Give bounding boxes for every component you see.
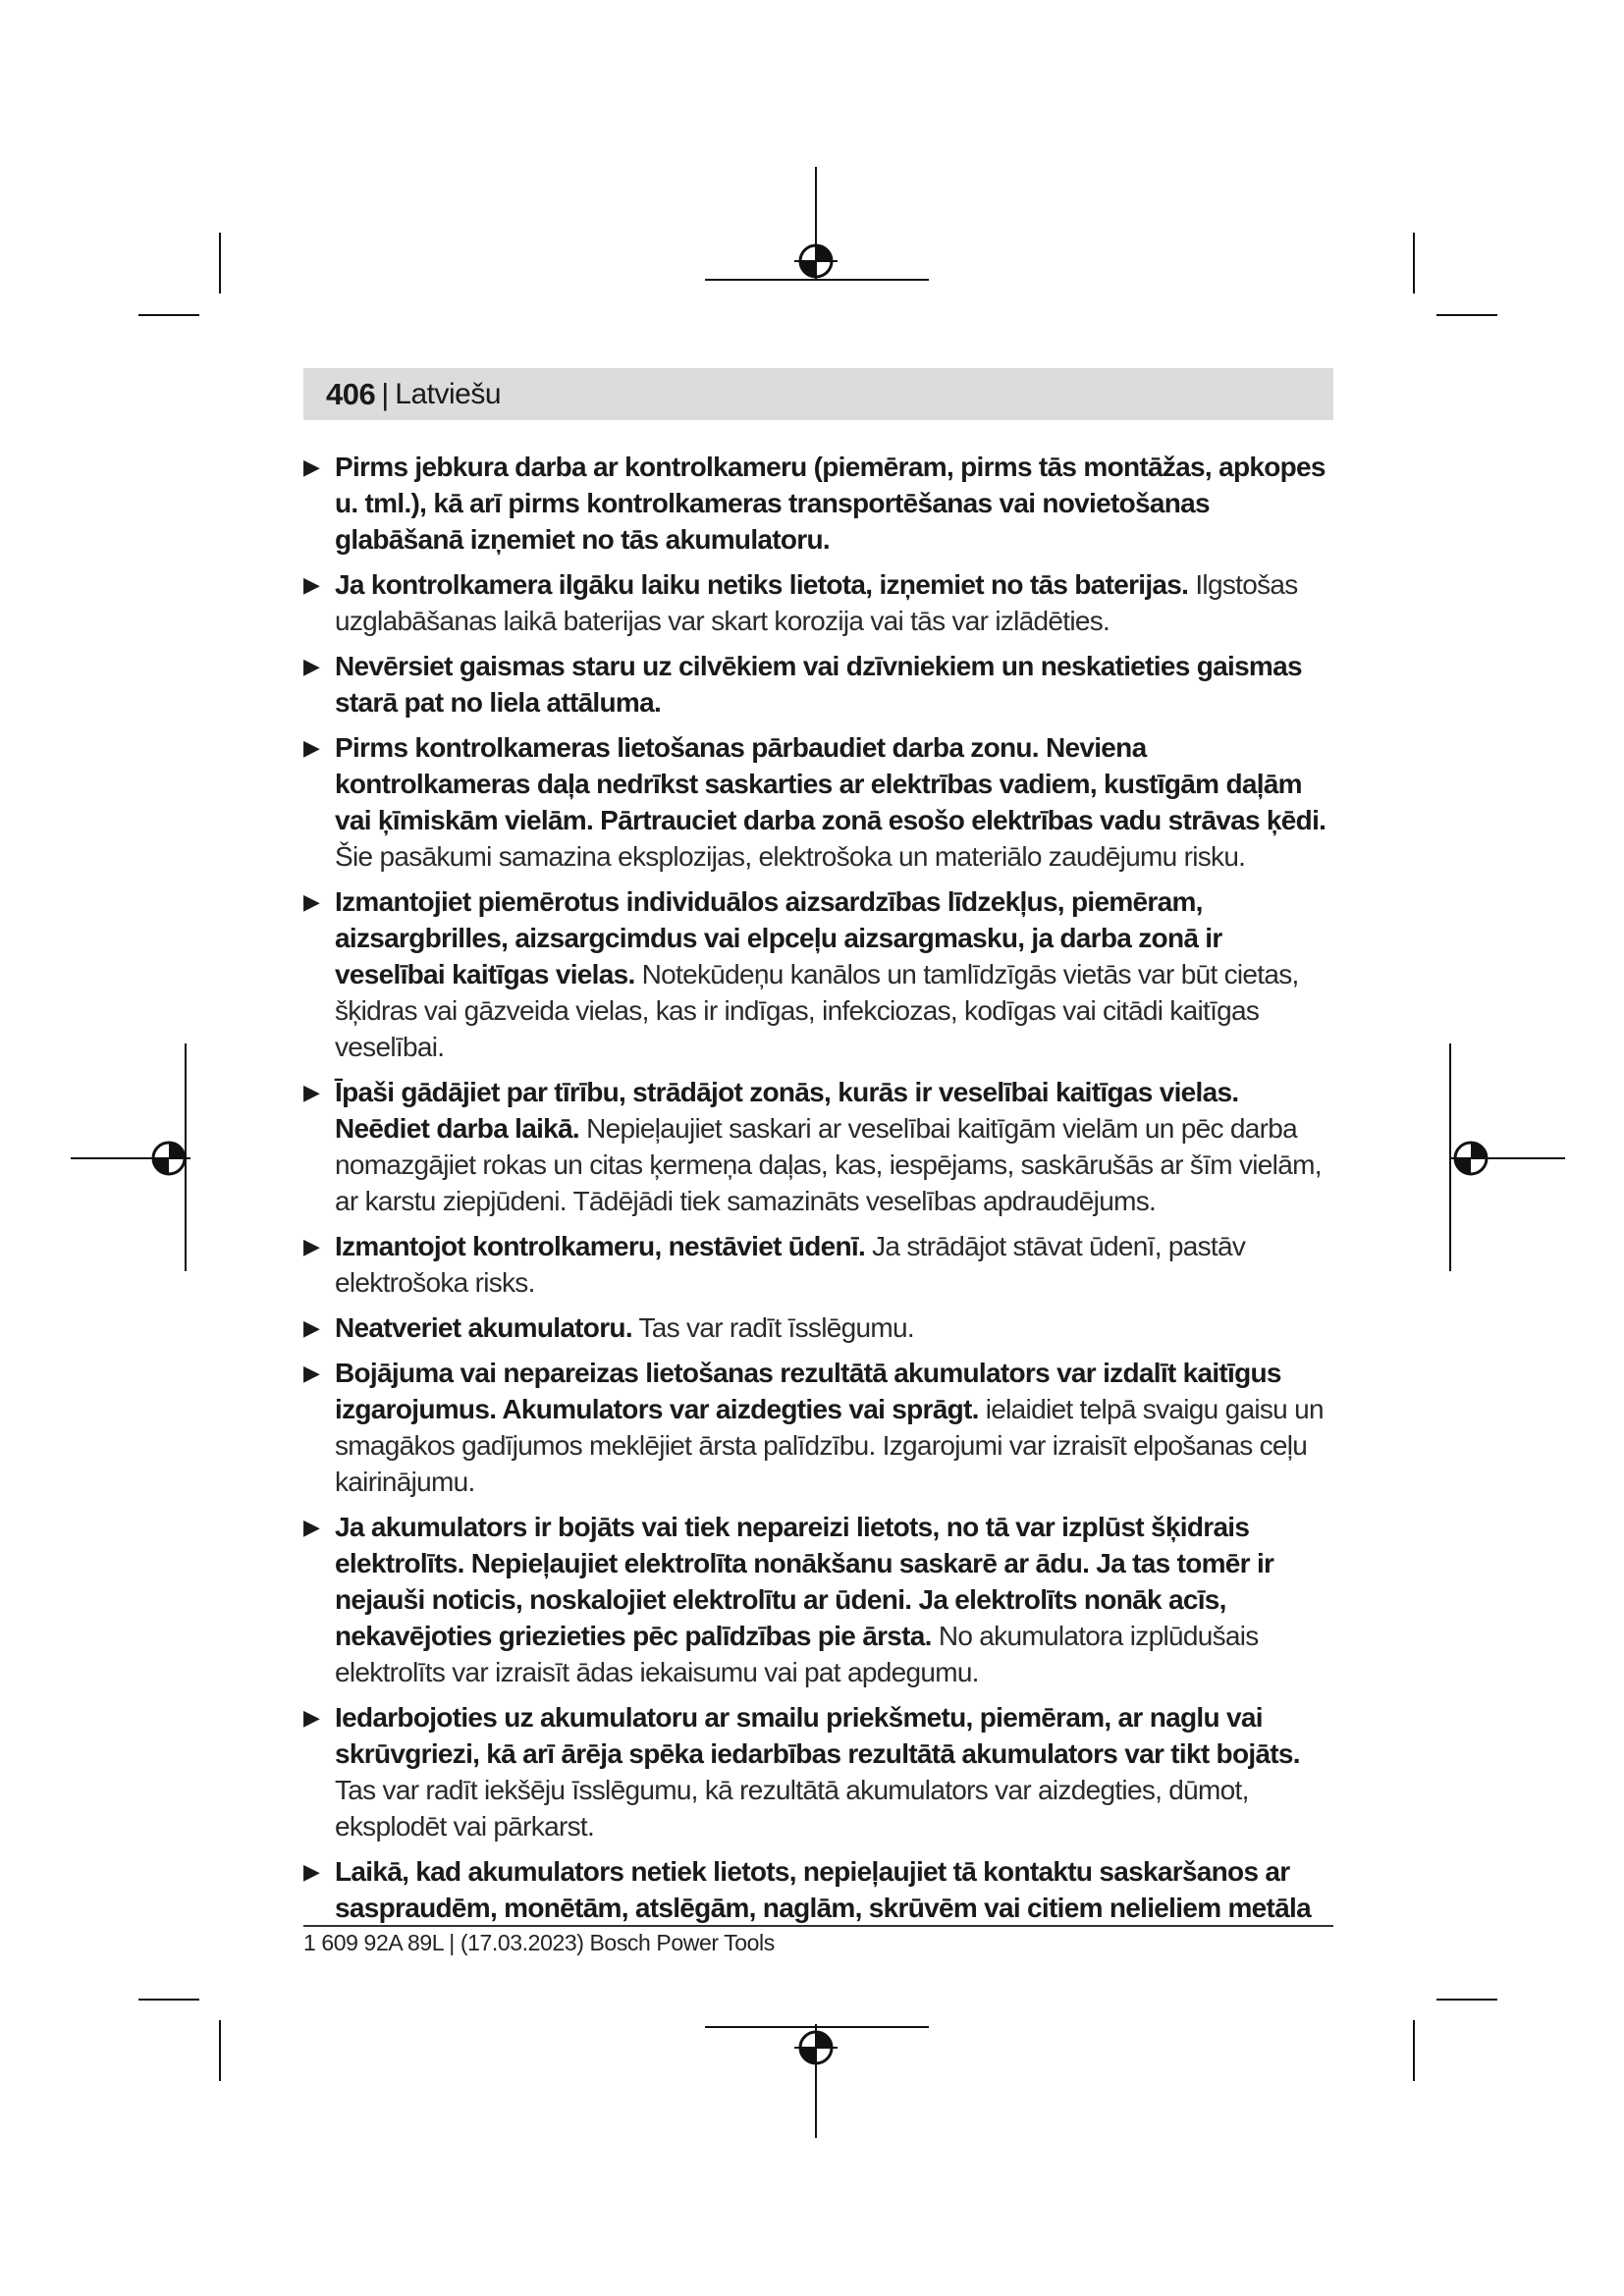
crop-mark-top-left-h — [138, 314, 199, 316]
safety-item — [303, 1355, 1333, 1500]
safety-item-lead: Nevērsiet gaismas staru uz cilvēkiem vai dzīvniekiem un neskatieties gaismas starā pat no liela attāluma. — [335, 651, 1302, 718]
crop-mark-bottom-left-v — [219, 2020, 221, 2081]
safety-item-lead: Bojājuma vai nepareizas lietošanas rezultātā akumulators var izdalīt kaitīgus izgarojumus. Akumulators var aizdegties vai sprāgt. — [335, 1358, 1281, 1424]
page-number: 406 — [326, 376, 376, 411]
bullet-arrow-icon: ▶ — [303, 454, 320, 479]
registration-target-icon — [1449, 1137, 1492, 1180]
bullet-arrow-icon: ▶ — [303, 654, 320, 678]
safety-item-lead: Laikā, kad akumulators netiek lietots, nepieļaujiet tā kontaktu saskaršanos ar saspraudēm, monētām, atslēgām, naglām, skrūvēm vai citiem nelieliem metāla — [335, 1856, 1311, 1923]
bullet-arrow-icon: ▶ — [303, 889, 320, 914]
bullet-arrow-icon: ▶ — [303, 1234, 320, 1258]
bullet-arrow-icon: ▶ — [303, 1361, 320, 1385]
safety-item — [303, 729, 1333, 875]
safety-item — [303, 1228, 1333, 1301]
safety-item-detail: Nepieļaujiet saskari ar veselībai kaitīgām vielām un pēc darba nomazgājiet rokas un citas ķermeņa daļas, kas, iespējams, saskārušās ar šīm vielām, ar karstu ziepjūdeni. Tādējādi tiek samazināts veselības apdraudējums. — [335, 1113, 1322, 1216]
safety-item-detail: Šie pasākumi samazina eksplozijas, elektrošoka un materiālo zaudējumu risku. — [335, 841, 1246, 872]
registration-target-icon — [794, 240, 838, 283]
bullet-arrow-icon: ▶ — [303, 1859, 320, 1884]
crop-mark-bottom-left-h — [138, 1999, 199, 2001]
safety-item-lead: Ja akumulators ir bojāts vai tiek nepareizi lietots, no tā var izplūst šķidrais elektrolīts. Nepieļaujiet elektrolīta nonākšanu saskarē ar ādu. Ja tas tomēr ir nejauši noticis, noskalojiet elektrolītu ar ūdeni. Ja elektrolīts nonāk acīs, nekavējoties griezieties pēc palīdzības pie ārsta. — [335, 1512, 1274, 1651]
safety-item-detail: Tas var radīt īsslēgumu. — [631, 1312, 914, 1343]
crop-mark-bottom-right-h — [1436, 1999, 1497, 2001]
safety-item-lead: Neatveriet akumulatoru. — [335, 1312, 632, 1343]
registration-target-icon — [794, 2026, 838, 2069]
safety-item-lead: Ja kontrolkamera ilgāku laiku netiks lietota, izņemiet no tās baterijas. — [335, 569, 1189, 600]
safety-item-lead: Iedarbojoties uz akumulatoru ar smailu priekšmetu, piemēram, ar naglu vai skrūvgriezi, kā arī ārēja spēka iedarbības rezultātā akumulators var tikt bojāts. — [335, 1702, 1300, 1769]
safety-item-detail: ielaidiet telpā svaigu gaisu un smagākos gadījumos meklējiet ārsta palīdzību. Izgarojumi var izraisīt elpošanas ceļu kairinājumu. — [335, 1394, 1324, 1497]
safety-item-detail: Ja strādājot stāvat ūdenī, pastāv elektrošoka risks. — [335, 1231, 1246, 1298]
bullet-arrow-icon: ▶ — [303, 1315, 320, 1340]
page-header — [303, 368, 1333, 420]
bullet-arrow-icon: ▶ — [303, 1515, 320, 1539]
bullet-arrow-icon: ▶ — [303, 1080, 320, 1104]
safety-item — [303, 648, 1333, 721]
safety-instructions-list — [303, 449, 1333, 1935]
footer-text: 1 609 92A 89L | (17.03.2023) Bosch Power Tools — [303, 1930, 775, 1955]
safety-item-detail: Notekūdeņu kanālos un tamlīdzīgās vietās var būt cietas, šķidras vai gāzveida vielas, kas ir indīgas, infekciozas, kodīgas vai citādi kaitīgas veselībai. — [335, 959, 1299, 1062]
registration-target-icon — [147, 1137, 190, 1180]
safety-item-detail: Tas var radīt iekšēju īsslēgumu, kā rezultātā akumulators var aizdegties, dūmot, eksplodēt vai pārkarst. — [335, 1775, 1249, 1842]
safety-item-detail: Ilgstošas uzglabāšanas laikā baterijas var skart korozija vai tās var izlādēties. — [335, 569, 1298, 636]
safety-item — [303, 1699, 1333, 1844]
crop-mark-bottom-right-v — [1413, 2020, 1415, 2081]
safety-item-lead: Izmantojiet piemērotus individuālos aizsardzības līdzekļus, piemēram, aizsargbrilles, aizsargcimdus vai elpceļu aizsargmasku, ja darba zonā ir veselībai kaitīgas vielas. — [335, 886, 1222, 989]
safety-item-lead: Pirms jebkura darba ar kontrolkameru (piemēram, pirms tās montāžas, apkopes u. tml.), kā arī pirms kontrolkameras transportēšanas vai novietošanas glabāšanā izņemiet no tās akumulatoru. — [335, 452, 1326, 555]
safety-item — [303, 449, 1333, 558]
section-language: Latviešu — [395, 377, 502, 410]
safety-item — [303, 1509, 1333, 1690]
crop-mark-top-right-v — [1413, 233, 1415, 294]
safety-item — [303, 1074, 1333, 1219]
safety-item — [303, 883, 1333, 1065]
safety-item-lead: Īpaši gādājiet par tīrību, strādājot zonās, kurās ir veselībai kaitīgas vielas. Neēdiet darba laikā. — [335, 1077, 1239, 1144]
safety-item — [303, 1853, 1333, 1926]
crop-mark-top-right-h — [1436, 314, 1497, 316]
bullet-arrow-icon: ▶ — [303, 572, 320, 597]
safety-item-lead: Pirms kontrolkameras lietošanas pārbaudiet darba zonu. Neviena kontrolkameras daļa nedrīkst saskarties ar elektrības vadiem, kustīgām daļām vai ķīmiskām vielām. Pārtrauciet darba zonā esošo elektrības vadu strāvas ķēdi. — [335, 732, 1326, 835]
bullet-arrow-icon: ▶ — [303, 1705, 320, 1730]
footer-rule — [303, 1925, 1333, 1927]
crop-mark-top-left-v — [219, 233, 221, 294]
safety-item — [303, 566, 1333, 639]
safety-item — [303, 1309, 1333, 1346]
safety-item-lead: Izmantojot kontrolkameru, nestāviet ūdenī. — [335, 1231, 866, 1261]
safety-item-detail: No akumulatora izplūdušais elektrolīts var izraisīt ādas iekaisumu vai pat apdegumu. — [335, 1621, 1259, 1687]
bullet-arrow-icon: ▶ — [303, 735, 320, 760]
header-separator: | — [381, 376, 390, 411]
